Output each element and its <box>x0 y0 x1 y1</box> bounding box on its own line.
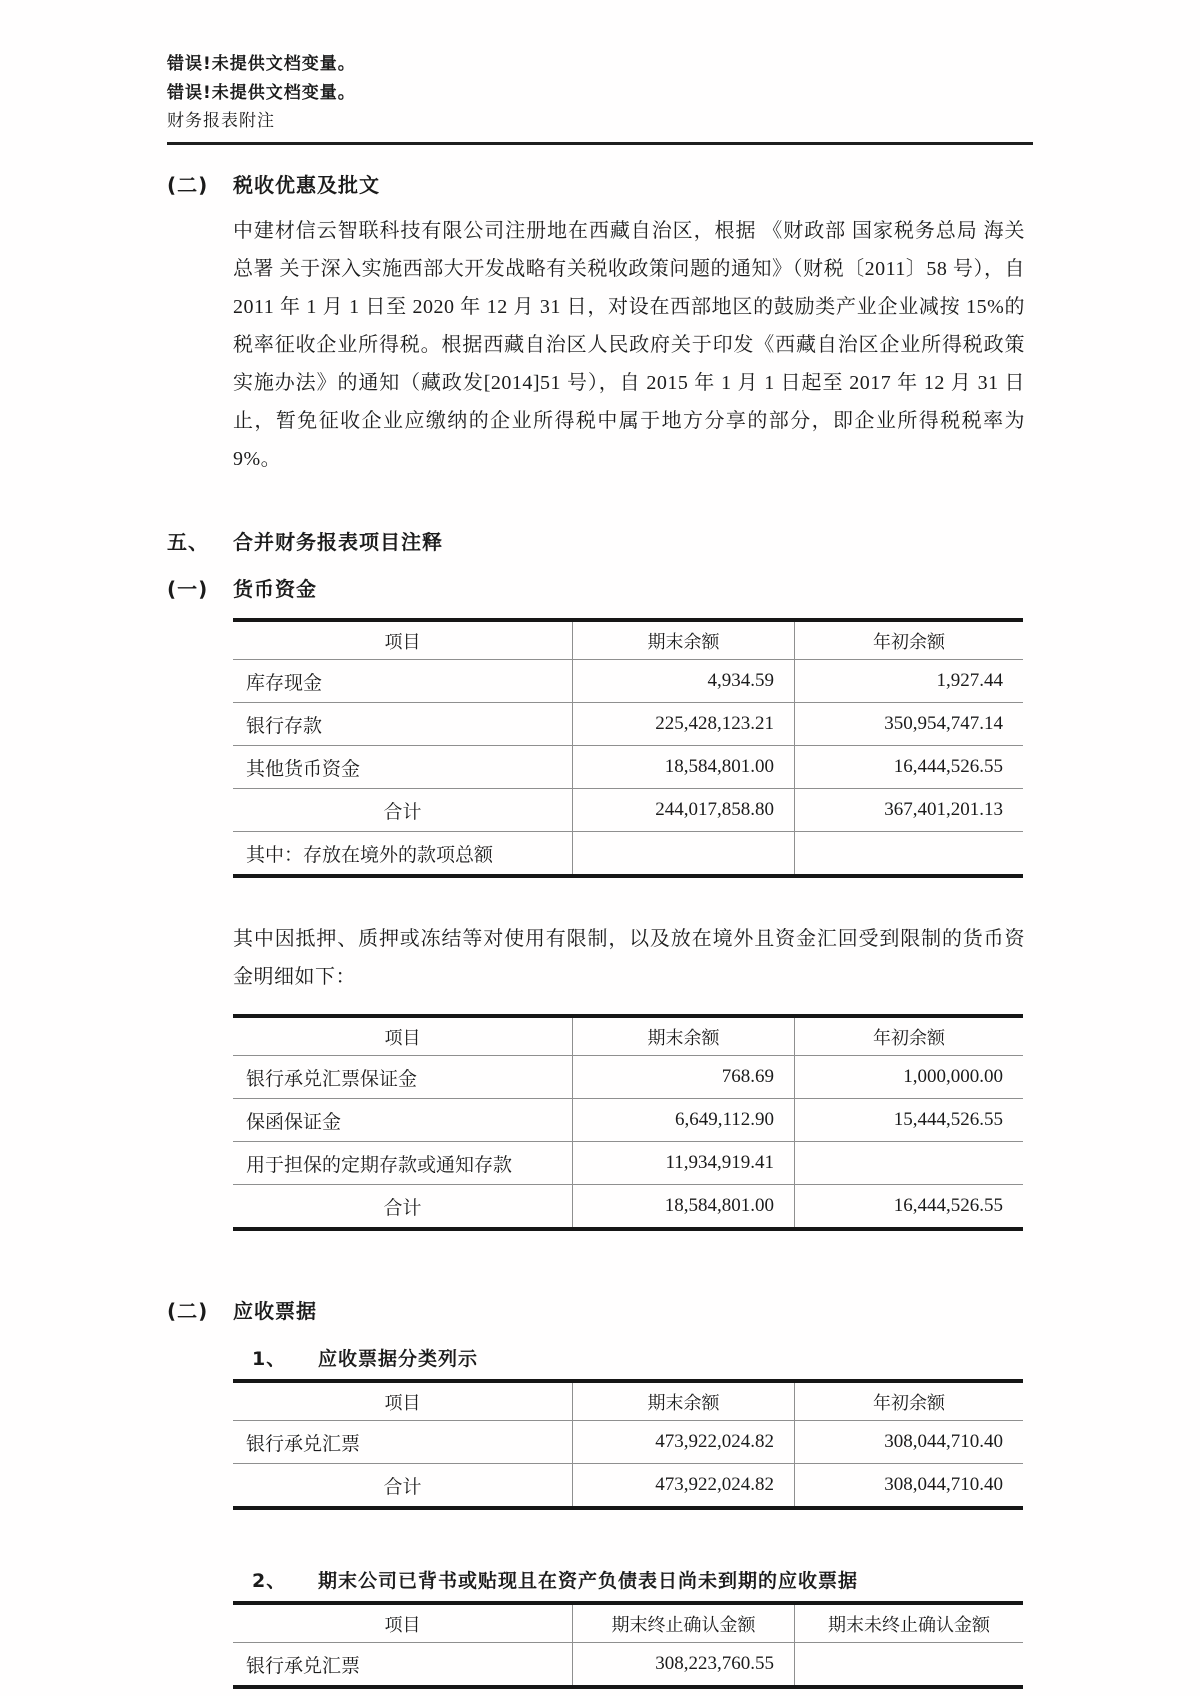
cell-value: 11,934,919.41 <box>573 1142 795 1184</box>
cell-value: 225,428,123.21 <box>573 703 795 745</box>
subsection-endorsed-heading <box>252 1566 1033 1593</box>
cell-value: 16,444,526.55 <box>893 756 1003 777</box>
cell-value: 244,017,858.80 <box>573 789 795 831</box>
column-header: 期末余额 <box>573 1383 795 1420</box>
column-header: 项目 <box>233 1383 573 1420</box>
section-number: 五、 <box>167 530 209 554</box>
monetary-funds-table <box>233 618 1023 878</box>
document-header <box>167 50 1033 145</box>
cell-value: 6,649,112.90 <box>573 1099 795 1141</box>
column-header: 项目 <box>233 1018 573 1055</box>
row-label: 银行存款 <box>233 703 573 745</box>
row-label: 库存现金 <box>233 660 573 702</box>
header-subtitle: 财务报表附注 <box>167 111 275 130</box>
column-header: 年初余额 <box>873 631 945 652</box>
cell-value <box>795 1142 1023 1184</box>
table-row <box>233 832 1023 874</box>
restricted-funds-table <box>233 1014 1023 1231</box>
table-row <box>233 1464 1023 1506</box>
row-label: 其他货币资金 <box>233 746 573 788</box>
section-receivable-heading <box>167 1295 1033 1324</box>
cell-value: 473,922,024.82 <box>573 1464 795 1506</box>
column-header: 项目 <box>233 622 573 659</box>
section-number: (二) <box>167 1299 209 1323</box>
section-title: 税收优惠及批文 <box>233 173 380 197</box>
subsection-classification-heading <box>252 1344 1033 1371</box>
cell-value: 1,000,000.00 <box>903 1066 1003 1087</box>
table-row <box>233 703 1023 746</box>
cell-value: 308,044,710.40 <box>884 1474 1003 1495</box>
cell-value: 367,401,201.13 <box>884 799 1003 820</box>
table-row <box>233 1185 1023 1227</box>
table-row <box>233 1099 1023 1142</box>
column-header: 年初余额 <box>873 1027 945 1048</box>
section-tax-heading <box>167 169 1033 198</box>
row-label: 保函保证金 <box>233 1099 573 1141</box>
subsection-title: 期末公司已背书或贴现且在资产负债表日尚未到期的应收票据 <box>318 1570 859 1592</box>
table-header-row <box>233 1383 1023 1421</box>
notes-classification-table <box>233 1379 1023 1510</box>
cell-value: 16,444,526.55 <box>893 1195 1003 1216</box>
subsection-number: 1、 <box>252 1348 287 1370</box>
row-label: 合计 <box>233 1185 573 1227</box>
section-title: 应收票据 <box>233 1299 317 1323</box>
table-row <box>233 1421 1023 1464</box>
section-title: 合并财务报表项目注释 <box>233 530 443 554</box>
cell-value: 308,223,760.55 <box>573 1643 795 1685</box>
section-number: (一) <box>167 577 209 601</box>
section-notes-heading <box>167 526 1033 555</box>
column-header: 年初余额 <box>873 1392 945 1413</box>
column-header: 期末终止确认金额 <box>573 1605 795 1642</box>
table-row <box>233 1643 1023 1685</box>
cell-value: 4,934.59 <box>573 660 795 702</box>
cell-value <box>573 832 795 874</box>
endorsed-notes-table <box>233 1601 1023 1689</box>
header-error-line-2: 错误!未提供文档变量。 <box>167 83 356 103</box>
header-error-line-1: 错误!未提供文档变量。 <box>167 54 356 74</box>
subsection-title: 应收票据分类列示 <box>318 1348 479 1370</box>
cell-value: 473,922,024.82 <box>573 1421 795 1463</box>
column-header: 期末余额 <box>573 622 795 659</box>
table-header-row <box>233 1018 1023 1056</box>
cell-value: 18,584,801.00 <box>573 746 795 788</box>
section-monetary-heading <box>167 573 1033 602</box>
cell-value <box>795 832 1023 874</box>
tax-policy-paragraph: 中建材信云智联科技有限公司注册地在西藏自治区，根据 《财政部 国家税务总局 海关总署 关于深入实施西部大开发战略有关税收政策问题的通知》（财税〔2011〕58 号），自 2011 年 1 月 1 日至 2020 年 12 月 31 日，对设在西部地区的鼓励类产业企业减按 15%的税率征收企业所得税。根据西藏自治区人民政府关于印发《西藏自治区企业所得税政策实施办法》的通知（藏政发[2014]51 号），自 2015 年 1 月 1 日起至 2017 年 12 月 31 日止，暂免征收企业应缴纳的企业所得税中属于地方分享的部分，即企业所得税税率为 9%。 <box>233 220 1025 470</box>
table-row <box>233 660 1023 703</box>
row-label: 其中：存放在境外的款项总额 <box>233 832 573 874</box>
restricted-funds-intro: 其中因抵押、质押或冻结等对使用有限制，以及放在境外且资金汇回受到限制的货币资金明细如下： <box>233 928 1025 988</box>
table-header-row <box>233 1605 1023 1643</box>
table-row <box>233 746 1023 789</box>
subsection-number: 2、 <box>252 1570 287 1592</box>
cell-value: 18,584,801.00 <box>573 1185 795 1227</box>
column-header: 项目 <box>233 1605 573 1642</box>
row-label: 银行承兑汇票 <box>233 1421 573 1463</box>
row-label: 银行承兑汇票保证金 <box>233 1056 573 1098</box>
cell-value: 15,444,526.55 <box>893 1109 1003 1130</box>
cell-value <box>795 1643 1023 1685</box>
cell-value: 350,954,747.14 <box>884 713 1003 734</box>
row-label: 合计 <box>233 789 573 831</box>
table-row <box>233 1142 1023 1185</box>
cell-value: 308,044,710.40 <box>884 1431 1003 1452</box>
row-label: 用于担保的定期存款或通知存款 <box>233 1142 573 1184</box>
table-row <box>233 1056 1023 1099</box>
row-label: 银行承兑汇票 <box>233 1643 573 1685</box>
row-label: 合计 <box>233 1464 573 1506</box>
cell-value: 768.69 <box>573 1056 795 1098</box>
section-title: 货币资金 <box>233 577 317 601</box>
cell-value: 1,927.44 <box>936 670 1003 691</box>
table-row <box>233 789 1023 832</box>
table-header-row <box>233 622 1023 660</box>
column-header: 期末余额 <box>573 1018 795 1055</box>
column-header: 期末未终止确认金额 <box>828 1614 990 1635</box>
section-number: (二) <box>167 173 209 197</box>
